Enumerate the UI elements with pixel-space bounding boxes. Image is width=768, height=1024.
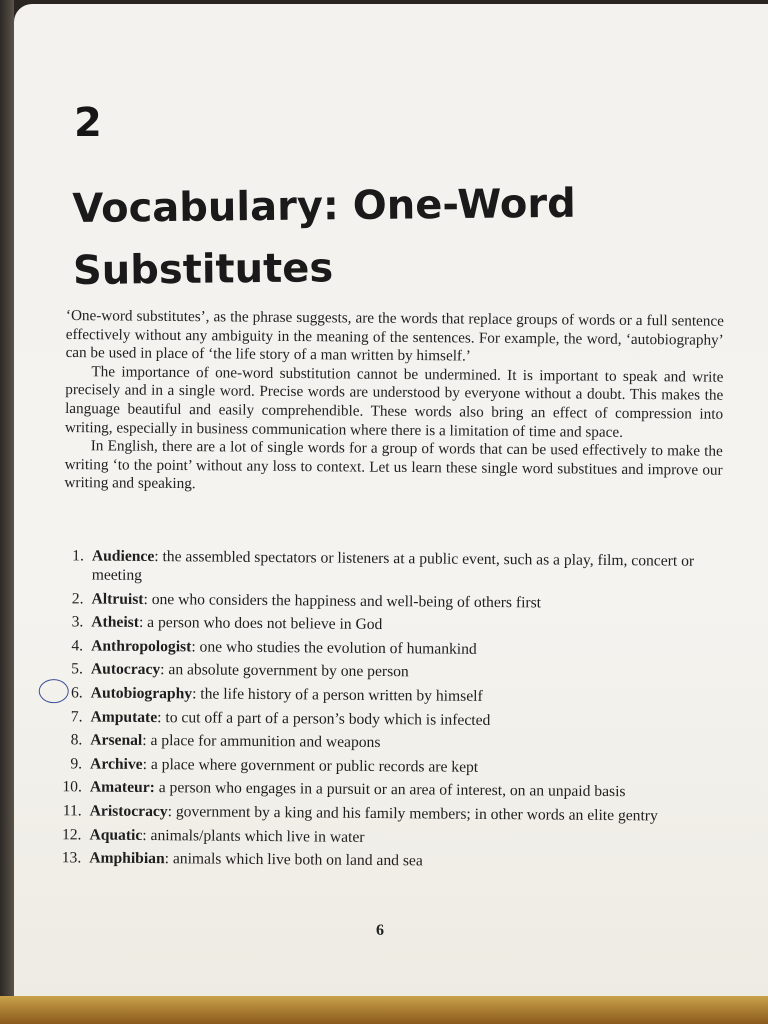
item-text [90, 707, 490, 729]
term: Archive [90, 755, 143, 773]
term: Aristocracy [89, 802, 168, 821]
list-item [33, 659, 733, 684]
definition: : government by a king and his family members; in other words an elite gentry [167, 803, 658, 825]
item-text [90, 754, 478, 776]
term: Autocracy [90, 660, 161, 679]
item-number: 3. [71, 613, 84, 631]
definition: : the life history of a person written by himself [192, 685, 483, 705]
list-item [33, 612, 733, 637]
item-number: 13. [61, 849, 82, 867]
chapter-number: 2 [74, 100, 102, 146]
item-text [91, 683, 483, 705]
item-number: 8. [70, 731, 83, 749]
item-text [91, 589, 541, 612]
item-text [92, 547, 734, 591]
term: Amateur: [89, 778, 155, 797]
item-text [89, 825, 364, 846]
item-number: 4. [71, 637, 84, 655]
item-text [91, 660, 409, 682]
list-item [32, 801, 732, 826]
item-number: 6. [70, 684, 83, 702]
list-item [31, 848, 731, 873]
definition: : animals which live both on land and sea [164, 850, 423, 870]
paragraph: The importance of one-word substitution cannot be undermined. It is important to speak and write precisely and in a single word. Precise words are understood by everyone without a doubt. This makes the language beautiful and easily comprehendible. These words also bring an effect of compression into writing, especially in business communication where there is a limitation of time and space. [64, 363, 724, 441]
definition: : a place for ammunition and weapons [142, 732, 381, 752]
paragraph: In English, there are a lot of single words for a group of words that can be used effectively to make the writing ‘to the point’ without any loss to context. Let us learn these single word substitues and improve our writing and speaking. [64, 437, 723, 493]
list-item [33, 683, 733, 708]
term: Autobiography [90, 684, 193, 703]
item-number: 11. [62, 802, 82, 820]
item-number: 12. [61, 825, 82, 843]
paragraph: ‘One-word substitutes’, as the phrase suggests, are the words that replace groups of words or a full sentence effectively without any ambiguity in the meaning of the sentences. For example, the word, ‘autobiography’ can be used in place of ‘the life story of a man written by himself.’ [65, 307, 724, 365]
term: Audience [91, 547, 155, 566]
list-item [32, 707, 732, 732]
list-item [32, 754, 732, 779]
title-line-1: Vocabulary: One-Word [72, 180, 576, 232]
item-text [90, 731, 380, 753]
list-item [31, 825, 731, 850]
definition: : one who studies the evolution of humankind [191, 638, 477, 658]
term: Arsenal [90, 731, 143, 750]
item-number: 1. [72, 547, 84, 565]
list-item [34, 546, 734, 590]
term: Anthropologist [91, 637, 192, 656]
item-number: 9. [70, 755, 83, 773]
item-number: 2. [71, 589, 84, 608]
term: Atheist [91, 613, 140, 632]
title-line-2: Substitutes [72, 245, 334, 294]
definition: : one who considers the happiness and well-being of others first [143, 590, 542, 612]
definition: a person who engages in a pursuit or an area of interest, on an unpaid basis [154, 779, 626, 801]
definition: : a person who does not believe in God [138, 614, 383, 634]
intro-text [64, 307, 724, 499]
item-text [90, 801, 658, 825]
term: Amputate [90, 708, 158, 726]
item-text [90, 778, 626, 802]
item-text [91, 613, 382, 635]
list-item [32, 777, 732, 802]
item-number: 5. [71, 660, 83, 678]
item-text [89, 849, 423, 871]
item-number: 7. [70, 707, 83, 725]
word-list [31, 546, 734, 878]
item-number: 10. [62, 778, 82, 796]
term: Amphibian [89, 849, 165, 868]
table-surface [0, 996, 768, 1024]
definition: : a place where government or public records are kept [142, 755, 479, 776]
book-spine-edge [0, 0, 14, 1024]
item-text [91, 636, 477, 658]
definition: : to cut off a part of a person’s body which is infected [157, 708, 491, 729]
pen-circle-mark [39, 679, 69, 703]
chapter-title [72, 173, 577, 302]
definition: : an absolute government by one person [160, 661, 409, 681]
list-item [33, 589, 733, 614]
term: Altruist [91, 590, 144, 608]
term: Aquatic [89, 826, 143, 844]
definition: : the assembled spectators or listeners at a public event, such as a play, film, concert or meeting [91, 548, 695, 584]
list-item [32, 730, 732, 755]
page-number: 6 [376, 922, 384, 939]
list-item [33, 636, 733, 661]
definition: : animals/plants which live in water [142, 826, 365, 846]
